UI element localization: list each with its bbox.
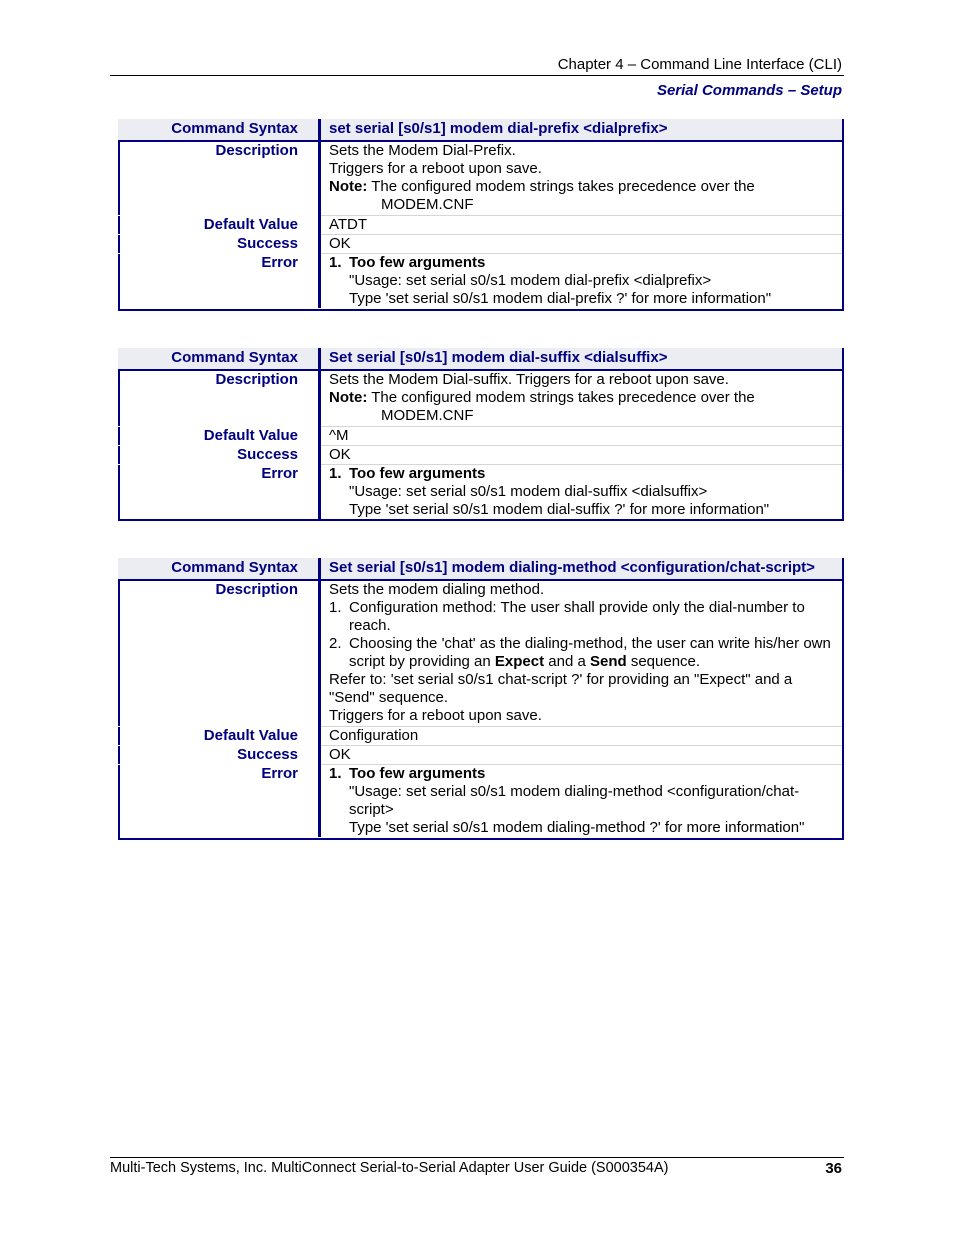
- default-value: ^M: [320, 426, 843, 445]
- error-help: Type 'set serial s0/s1 modem dialing-method ?' for more information": [349, 818, 805, 836]
- section-title: Serial Commands – Setup: [656, 82, 842, 99]
- description-line: Sets the Modem Dial-suffix. Triggers for a reboot upon save.: [329, 371, 729, 388]
- command-syntax-label: Command Syntax: [118, 558, 320, 580]
- chapter-title: Chapter 4 – Command Line Interface (CLI): [557, 56, 842, 73]
- success-value: OK: [320, 445, 843, 464]
- default-value-label: Default Value: [118, 426, 320, 445]
- error-title: 1. Too few arguments: [329, 253, 486, 271]
- error-help: Type 'set serial s0/s1 modem dial-prefix ?' for more information": [349, 289, 772, 307]
- error-label: Error: [118, 464, 320, 519]
- note-line: [329, 389, 836, 407]
- note-line: [329, 178, 836, 196]
- command-syntax-value: Set serial [s0/s1] modem dial-suffix <dialsuffix>: [320, 348, 843, 370]
- error-usage: "Usage: set serial s0/s1 modem dial-prefix <dialprefix>: [349, 271, 712, 289]
- command-table-dial-suffix: [118, 348, 842, 519]
- default-value-label: Default Value: [118, 215, 320, 234]
- error-value: [320, 253, 843, 308]
- command-syntax-value: set serial [s0/s1] modem dial-prefix <dialprefix>: [320, 119, 843, 141]
- error-help: Type 'set serial s0/s1 modem dial-suffix ?' for more information": [349, 500, 770, 518]
- page-number: 36: [825, 1160, 842, 1177]
- list-item: 1. Configuration method: The user shall provide only the dial-number to: [329, 599, 805, 616]
- error-label: Error: [118, 253, 320, 308]
- command-syntax-label: Command Syntax: [118, 348, 320, 370]
- error-usage-continuation: script>: [349, 800, 394, 818]
- description-value: [320, 141, 843, 215]
- default-value: ATDT: [320, 215, 843, 234]
- note-label: Note:: [329, 178, 368, 195]
- default-value: Configuration: [320, 726, 843, 745]
- error-label: Error: [118, 764, 320, 837]
- note-continuation: MODEM.CNF: [381, 196, 474, 213]
- command-table-dialing-method: [118, 558, 842, 837]
- description-line: Sets the Modem Dial-Prefix.: [329, 142, 516, 159]
- refer-line: Refer to: 'set serial s0/s1 chat-script ?' for providing an "Expect" and a: [329, 671, 793, 688]
- description-label: Description: [118, 580, 320, 726]
- description-line: Triggers for a reboot upon save.: [329, 160, 542, 177]
- description-line: Sets the modem dialing method.: [329, 581, 545, 598]
- description-label: Description: [118, 141, 320, 215]
- note-text: The configured modem strings takes precedence over the: [371, 389, 755, 406]
- success-value: OK: [320, 234, 843, 253]
- description-line: Triggers for a reboot upon save.: [329, 707, 542, 724]
- command-table-dial-prefix: [118, 119, 842, 308]
- description-label: Description: [118, 370, 320, 426]
- success-value: OK: [320, 745, 843, 764]
- note-continuation: MODEM.CNF: [381, 407, 474, 424]
- success-label: Success: [118, 234, 320, 253]
- description-value: [320, 370, 843, 426]
- note-label: Note:: [329, 389, 368, 406]
- error-title: 1. Too few arguments: [329, 764, 486, 782]
- footer-divider: [110, 1157, 844, 1158]
- command-syntax-value: Set serial [s0/s1] modem dialing-method <configuration/chat-script>: [320, 558, 843, 580]
- footer-text: Multi-Tech Systems, Inc. MultiConnect Serial-to-Serial Adapter User Guide (S000354A): [110, 1160, 669, 1176]
- list-item-continuation: script by providing an Expect and a Send sequence.: [349, 653, 701, 670]
- error-usage: "Usage: set serial s0/s1 modem dialing-method <configuration/chat-: [349, 782, 800, 800]
- error-title: 1. Too few arguments: [329, 464, 486, 482]
- header-divider: [110, 75, 844, 76]
- error-usage: "Usage: set serial s0/s1 modem dial-suffix <dialsuffix>: [349, 482, 708, 500]
- success-label: Success: [118, 745, 320, 764]
- error-value: [320, 464, 843, 519]
- command-syntax-label: Command Syntax: [118, 119, 320, 141]
- list-item-continuation: reach.: [349, 617, 391, 634]
- error-value: [320, 764, 843, 837]
- success-label: Success: [118, 445, 320, 464]
- note-text: The configured modem strings takes precedence over the: [371, 178, 755, 195]
- default-value-label: Default Value: [118, 726, 320, 745]
- list-item: 2. Choosing the 'chat' as the dialing-method, the user can write his/her own: [329, 635, 831, 652]
- description-value: [320, 580, 843, 726]
- refer-line: "Send" sequence.: [329, 689, 449, 706]
